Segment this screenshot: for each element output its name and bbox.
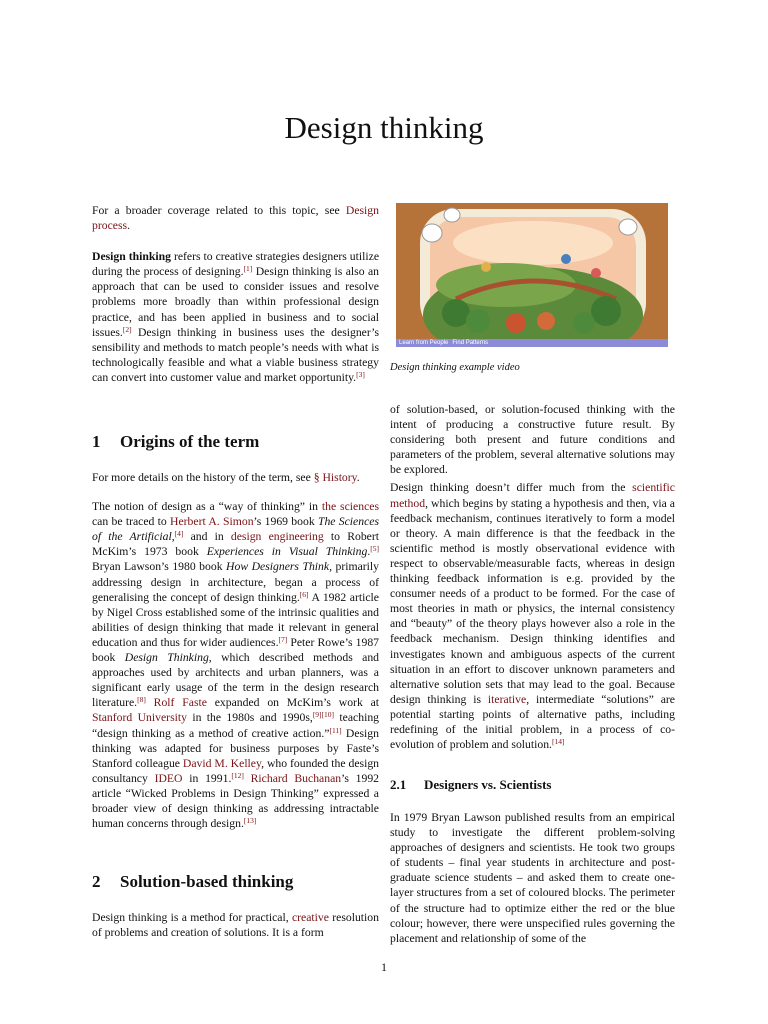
subsection-body — [390, 810, 675, 956]
solution-paragraph-continued: of solution-based, or solution-focused thinking with the intent of producing a constructive future result. By considering both present and future conditions and parameters of the problem, several alternative solutions may be explored. — [390, 403, 675, 477]
citation-link[interactable]: [1] — [243, 264, 253, 274]
hatnote-text: For more details on the history of the term, see — [92, 471, 314, 484]
intro-text: refers to creative strategies designers utilize during the process of designing. — [92, 250, 380, 279]
subsection-title: Designers vs. Scientists — [424, 777, 552, 792]
inline-link[interactable]: the sciences — [321, 500, 379, 514]
body-text — [244, 772, 251, 785]
intro-paragraph — [92, 249, 379, 385]
inline-link[interactable]: design engineering — [230, 530, 324, 544]
video-label-bar — [396, 339, 668, 347]
body-text: in 1991. — [182, 771, 232, 785]
hatnote-link[interactable]: Design process — [92, 204, 379, 233]
inline-link[interactable]: scientific method — [390, 481, 675, 510]
bar-label: Learn from People — [399, 340, 449, 346]
body-text: The notion of design as a “way of thinking” in — [92, 500, 322, 514]
intro-text: Design thinking in business uses the designer’s sensibility and methods to match people’s needs with what is technologically feasible and what a viable business strategy can convert into customer value and market opportunity. — [92, 325, 379, 384]
body-text: . — [367, 545, 371, 559]
subsection-heading — [390, 777, 551, 793]
body-text: ’s 1969 book — [253, 515, 318, 529]
body-text: teaching “design thinking as a method of creative action.” — [92, 711, 380, 740]
italic-title: Experiences in Visual Thinking — [206, 545, 368, 559]
subsection-number: 2.1 — [390, 777, 407, 792]
italic-title: Design Thinking — [124, 651, 209, 665]
solution-body-left — [92, 910, 379, 950]
inline-link[interactable]: Rolf Faste — [153, 696, 207, 710]
body-text: , which begins by stating a hypothesis and then, via a feedback mechanism, continues iteratively to form a model or theory. A main difference is that the feedback in the scientific method is mostly observational evidence with respect to observable/measurable facts, whereas in design thinking feedback information is e.g. provided by the consumer needs of a product to be formed. For the case of most theories in math or physics, the internal consistency and “beauty” of the theory plays however also a role in the feedback mechanism. Design thinking identifies and investigates known and ambiguous aspects of the current situation in an effort to discover unknown parameters and alternative solution sets that may lead to the goal. Because design thinking is — [390, 496, 675, 706]
citation-link[interactable]: [8] — [137, 695, 146, 705]
section-title: Origins of the term — [120, 432, 260, 451]
hatnote-suffix: . — [356, 471, 360, 484]
page-title: Design thinking — [284, 110, 484, 145]
citation-link[interactable]: [4] — [174, 529, 184, 539]
italic-title: The Sciences of the Artificial — [92, 515, 380, 544]
citation-link[interactable]: [9][10] — [312, 710, 335, 720]
body-text: ’s 1992 article “Wicked Problems in Design Thinking” expressed a broader view of design thinking as addressing intractable human concerns through design. — [92, 771, 380, 831]
hatnote — [92, 203, 379, 233]
body-text: to Robert McKim’s 1973 book — [92, 530, 379, 559]
intro-text: Design thinking is also an approach that can be used to consider issues and resolve problems more broadly than within professional design practice, and has been applied in business and to social issues. — [92, 265, 380, 339]
origins-paragraph — [92, 499, 379, 831]
citation-link[interactable]: [2] — [122, 324, 132, 334]
origins-hatnote — [92, 470, 379, 485]
hatnote-text: For a broader coverage related to this topic, see — [92, 204, 346, 217]
body-text: , which described methods and approaches used by architects and urban planners, was a significant early usage of the term in the design research literature. — [92, 651, 380, 710]
body-text: in the 1980s and 1990s, — [186, 711, 313, 725]
section-number: 2 — [92, 872, 101, 891]
body-text: Bryan Lawson’s 1980 book — [92, 560, 227, 574]
body-text: , primarily addressing design in architecture, began a process of generalising the concept of design thinking. — [92, 560, 379, 604]
video-thumbnail[interactable] — [396, 203, 668, 347]
inline-link[interactable]: Stanford University — [92, 711, 187, 725]
body-text: Design thinking doesn’t differ much from the — [390, 481, 633, 495]
origins-body — [92, 470, 379, 841]
body-text: , — [171, 530, 175, 544]
subsection-paragraph: In 1979 Bryan Lawson published results from an empirical study to investigate the different problem-solving approaches of designers and scientists. He took two groups of students – final year students in architecture and post-graduate science students – and asked them to create one-layer structures from a set of coloured blocks. The perimeter of the structure had to optimize either the red or the blue colour; however, there were unspecified rules governing the placement and relationship of some of the — [390, 811, 675, 945]
inline-link[interactable]: Richard Buchanan — [250, 771, 342, 785]
body-text: expanded on McKim’s work at — [206, 696, 380, 710]
body-text: and in — [183, 530, 231, 544]
body-text: Design thinking is a method for practical, — [92, 911, 292, 924]
video-illustration — [396, 203, 668, 347]
citation-link[interactable]: [13] — [243, 816, 257, 826]
body-text: , who founded the design consultancy — [92, 756, 380, 785]
section-heading-solution — [92, 872, 293, 892]
solution-paragraph — [92, 910, 379, 940]
hatnote-suffix: . — [127, 219, 130, 233]
citation-link[interactable]: [6] — [299, 589, 309, 599]
section-number: 1 — [92, 432, 101, 451]
body-text: , intermediate “solutions” are potential starting points of alternative paths, including redefining of the initial problem, in a process of co-evolution of problem and solution. — [390, 692, 675, 752]
inline-link[interactable]: David M. Kelley — [182, 756, 262, 770]
citation-link[interactable]: [14] — [551, 737, 565, 747]
italic-title: How Designers Think — [226, 560, 330, 574]
bar-label: Find Patterns — [452, 340, 489, 346]
section-heading-origins — [92, 432, 259, 452]
inline-link[interactable]: IDEO — [154, 771, 183, 785]
body-text: can be traced to — [92, 515, 171, 529]
figure-caption: Design thinking example video — [390, 362, 520, 373]
page-number: 1 — [381, 960, 387, 974]
right-column — [390, 402, 675, 762]
body-text: A 1982 article by Nigel Cross established some of the intrinsic qualities and abilities of design thinking that made it relevant in general education and thus for wider audiences. — [92, 590, 379, 649]
citation-link[interactable]: [12] — [231, 770, 244, 780]
intro-bold-term: Design thinking — [92, 250, 171, 264]
history-link[interactable]: § History — [313, 471, 357, 484]
inline-link[interactable]: creative — [291, 911, 329, 924]
solution-paragraph-2 — [390, 480, 675, 752]
inline-link[interactable]: iterative — [487, 692, 527, 706]
citation-link[interactable]: [5] — [370, 544, 379, 554]
citation-link[interactable]: [3] — [356, 369, 365, 379]
citation-link[interactable]: [7] — [278, 634, 288, 644]
inline-link[interactable]: Herbert A. Simon — [170, 515, 254, 529]
left-column — [92, 203, 379, 395]
body-text: Peter Rowe’s 1987 book — [92, 635, 380, 665]
body-text: resolution of problems and creation of solutions. It is a form — [92, 911, 379, 940]
section-title: Solution-based thinking — [120, 872, 294, 891]
body-text: Design thinking was adapted for business purposes by Faste’s Stanford colleague — [92, 726, 379, 770]
body-text — [146, 696, 154, 709]
citation-link[interactable]: [11] — [329, 725, 342, 735]
